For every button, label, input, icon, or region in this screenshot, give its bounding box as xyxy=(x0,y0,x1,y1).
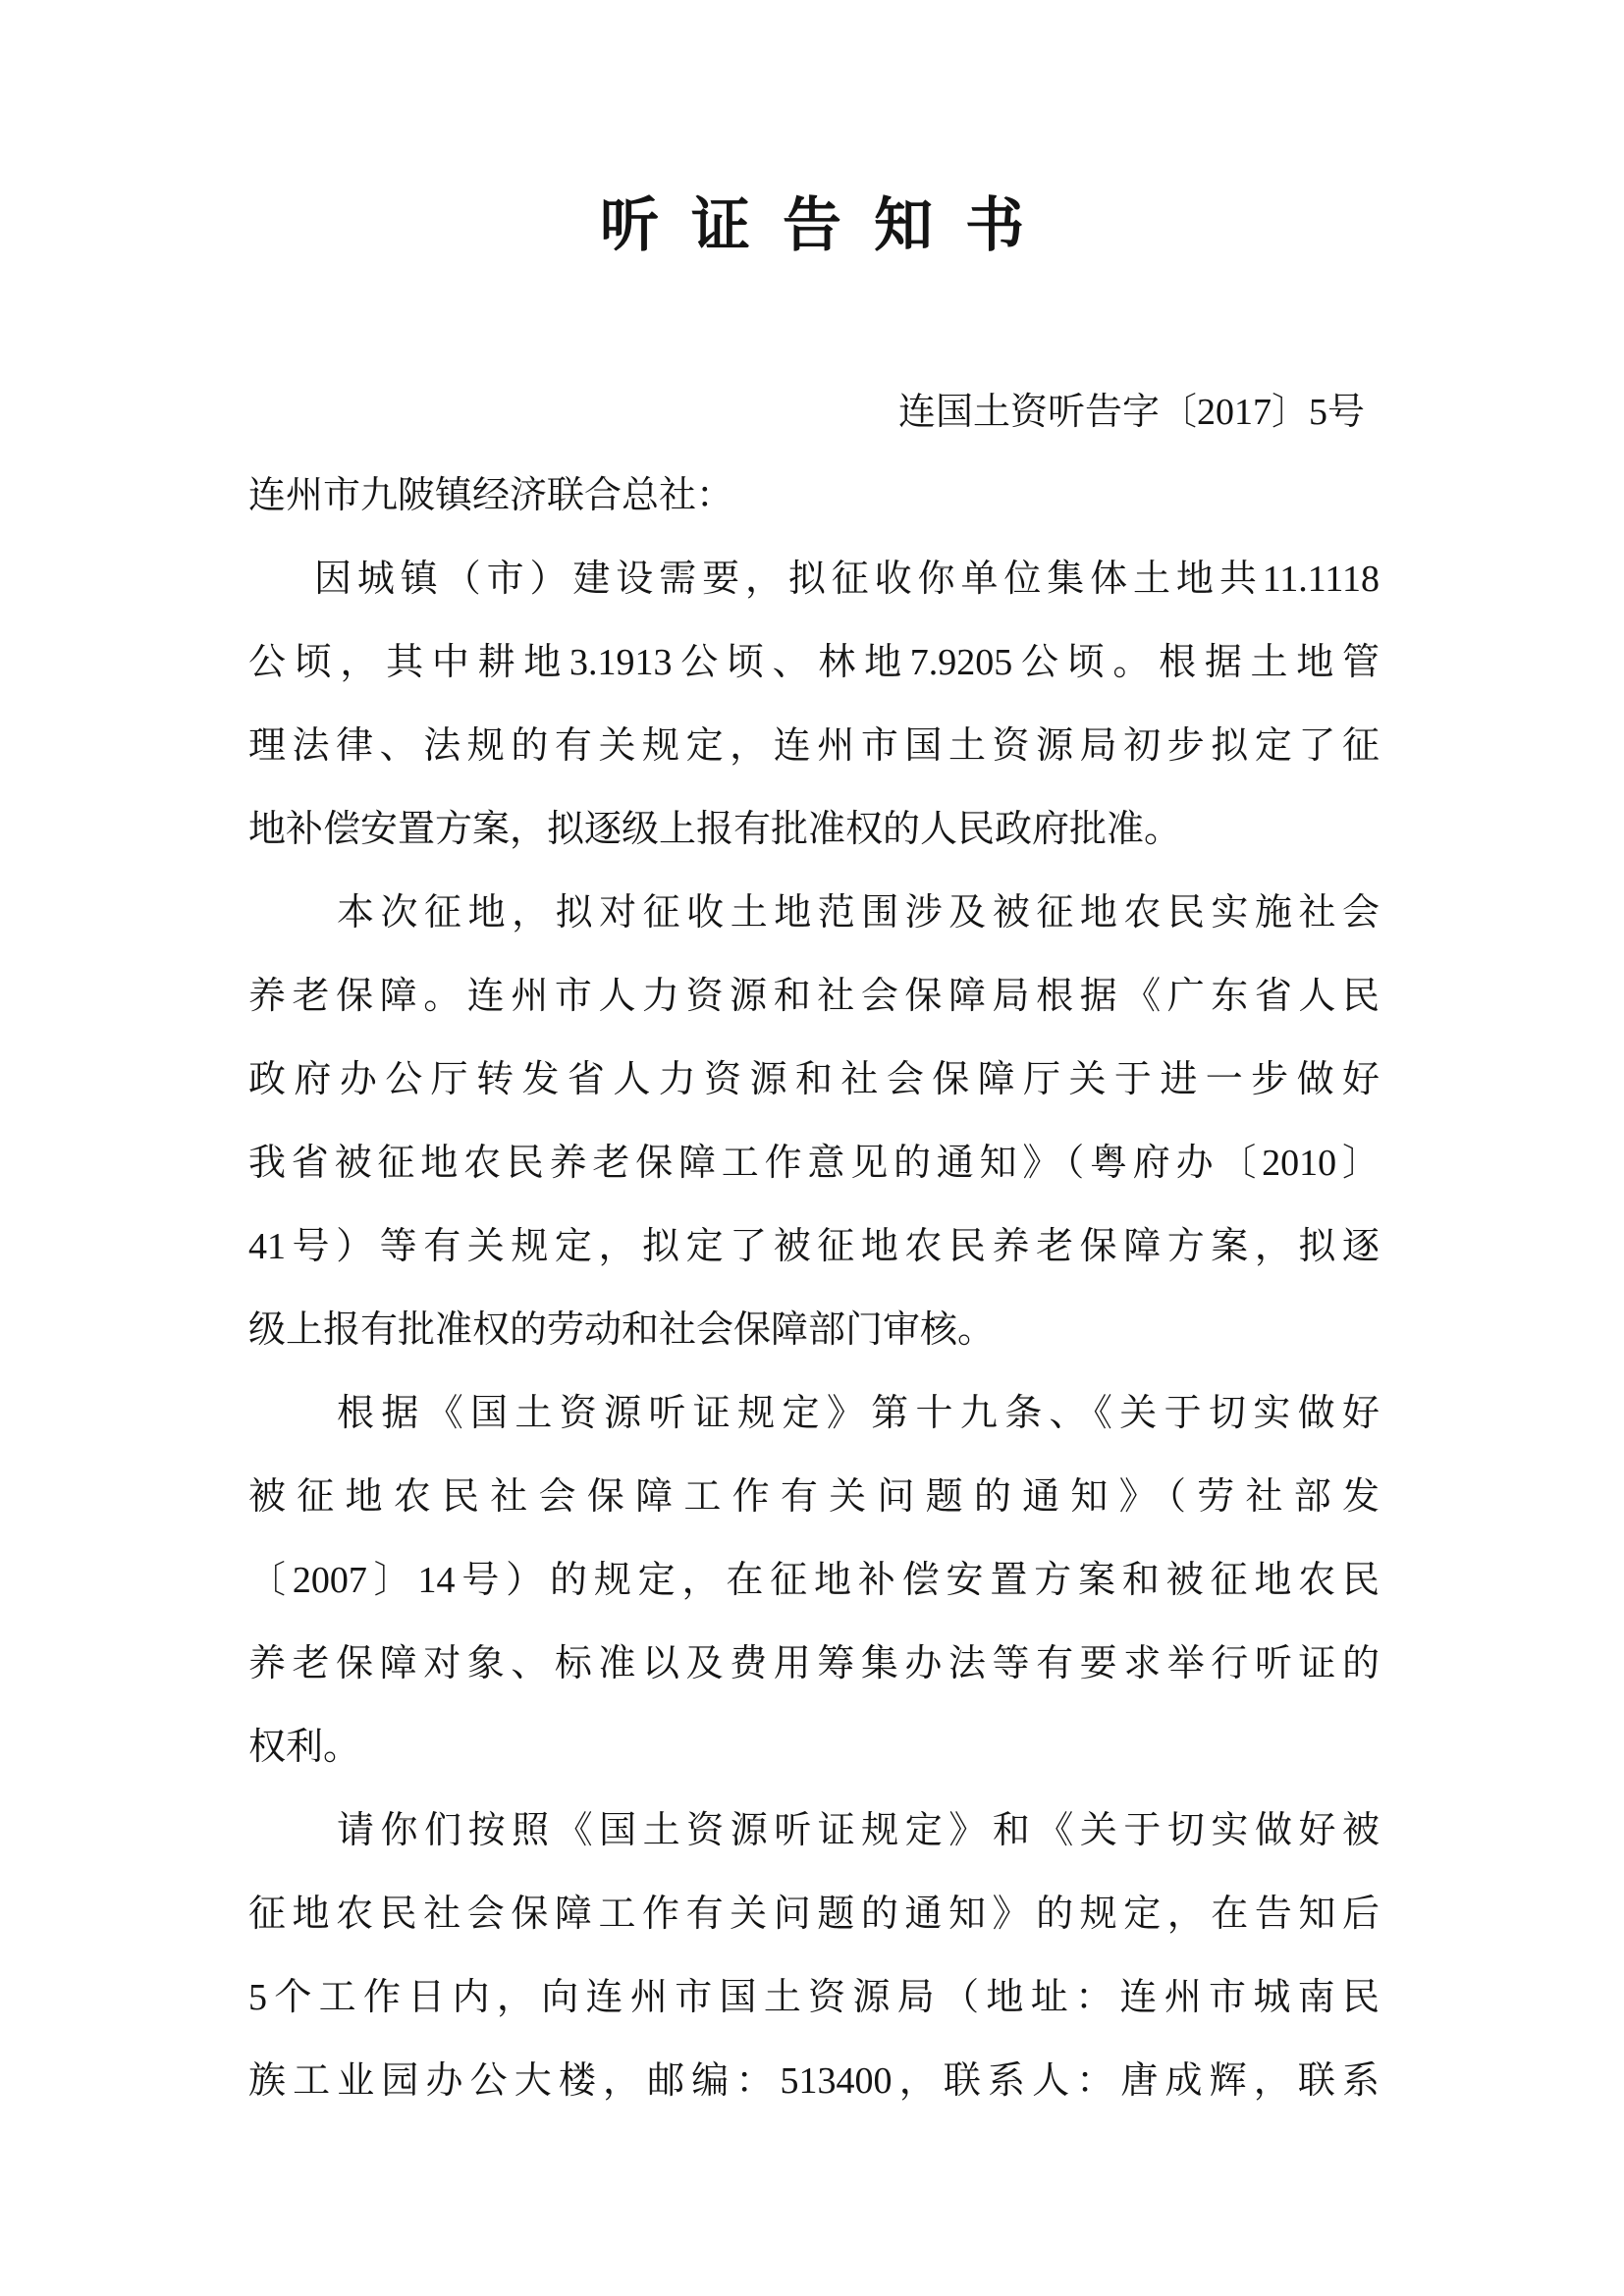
body-line: 〔2007〕14号）的规定，在征地补偿安置方案和被征地农民 xyxy=(248,1560,1380,1601)
body-line: 地补偿安置方案，拟逐级上报有批准权的人民政府批准。 xyxy=(248,809,1182,850)
body-line: 被征地农民社会保障工作有关问题的通知》（劳社部发 xyxy=(248,1476,1380,1518)
body-line: 养老保障对象、标准以及费用筹集办法等有要求举行听证的 xyxy=(248,1643,1380,1684)
page-title: 听证告知书 xyxy=(600,193,1056,258)
salutation-line: 连州市九陂镇经济联合总社： xyxy=(248,475,734,516)
document-body xyxy=(248,371,1380,2123)
body-line: 请你们按照《国土资源听证规定》和《关于切实做好被 xyxy=(337,1810,1380,1851)
body-line: 我省被征地农民养老保障工作意见的通知》（粤府办〔2010〕 xyxy=(248,1143,1380,1184)
body-line: 权利。 xyxy=(248,1727,361,1768)
body-line: 41号）等有关规定，拟定了被征地农民养老保障方案，拟逐 xyxy=(248,1226,1380,1267)
body-line: 养老保障。连州市人力资源和社会保障局根据《广东省人民 xyxy=(248,976,1380,1017)
body-line: 公顷，其中耕地3.1913公顷、林地7.9205公顷。根据土地管 xyxy=(248,642,1380,683)
body-line: 征地农民社会保障工作有关问题的通知》的规定，在告知后 xyxy=(248,1894,1380,1935)
body-line: 理法律、法规的有关规定，连州市国土资源局初步拟定了征 xyxy=(248,725,1380,767)
body-line: 5个工作日内，向连州市国土资源局（地址：连州市城南民 xyxy=(248,1977,1380,2018)
document-number: 连国土资听告字〔2017〕5号 xyxy=(897,392,1365,433)
body-line: 根据《国土资源听证规定》第十九条、《关于切实做好 xyxy=(337,1393,1380,1434)
body-line: 因城镇（市）建设需要，拟征收你单位集体土地共11.1118 xyxy=(314,559,1380,600)
body-line: 本次征地，拟对征收土地范围涉及被征地农民实施社会 xyxy=(337,892,1380,934)
body-line: 级上报有批准权的劳动和社会保障部门审核。 xyxy=(248,1309,996,1351)
body-line: 政府办公厅转发省人力资源和社会保障厅关于进一步做好 xyxy=(248,1059,1380,1100)
body-line: 族工业园办公大楼，邮编：513400，联系人：唐成辉，联系 xyxy=(248,2060,1380,2102)
